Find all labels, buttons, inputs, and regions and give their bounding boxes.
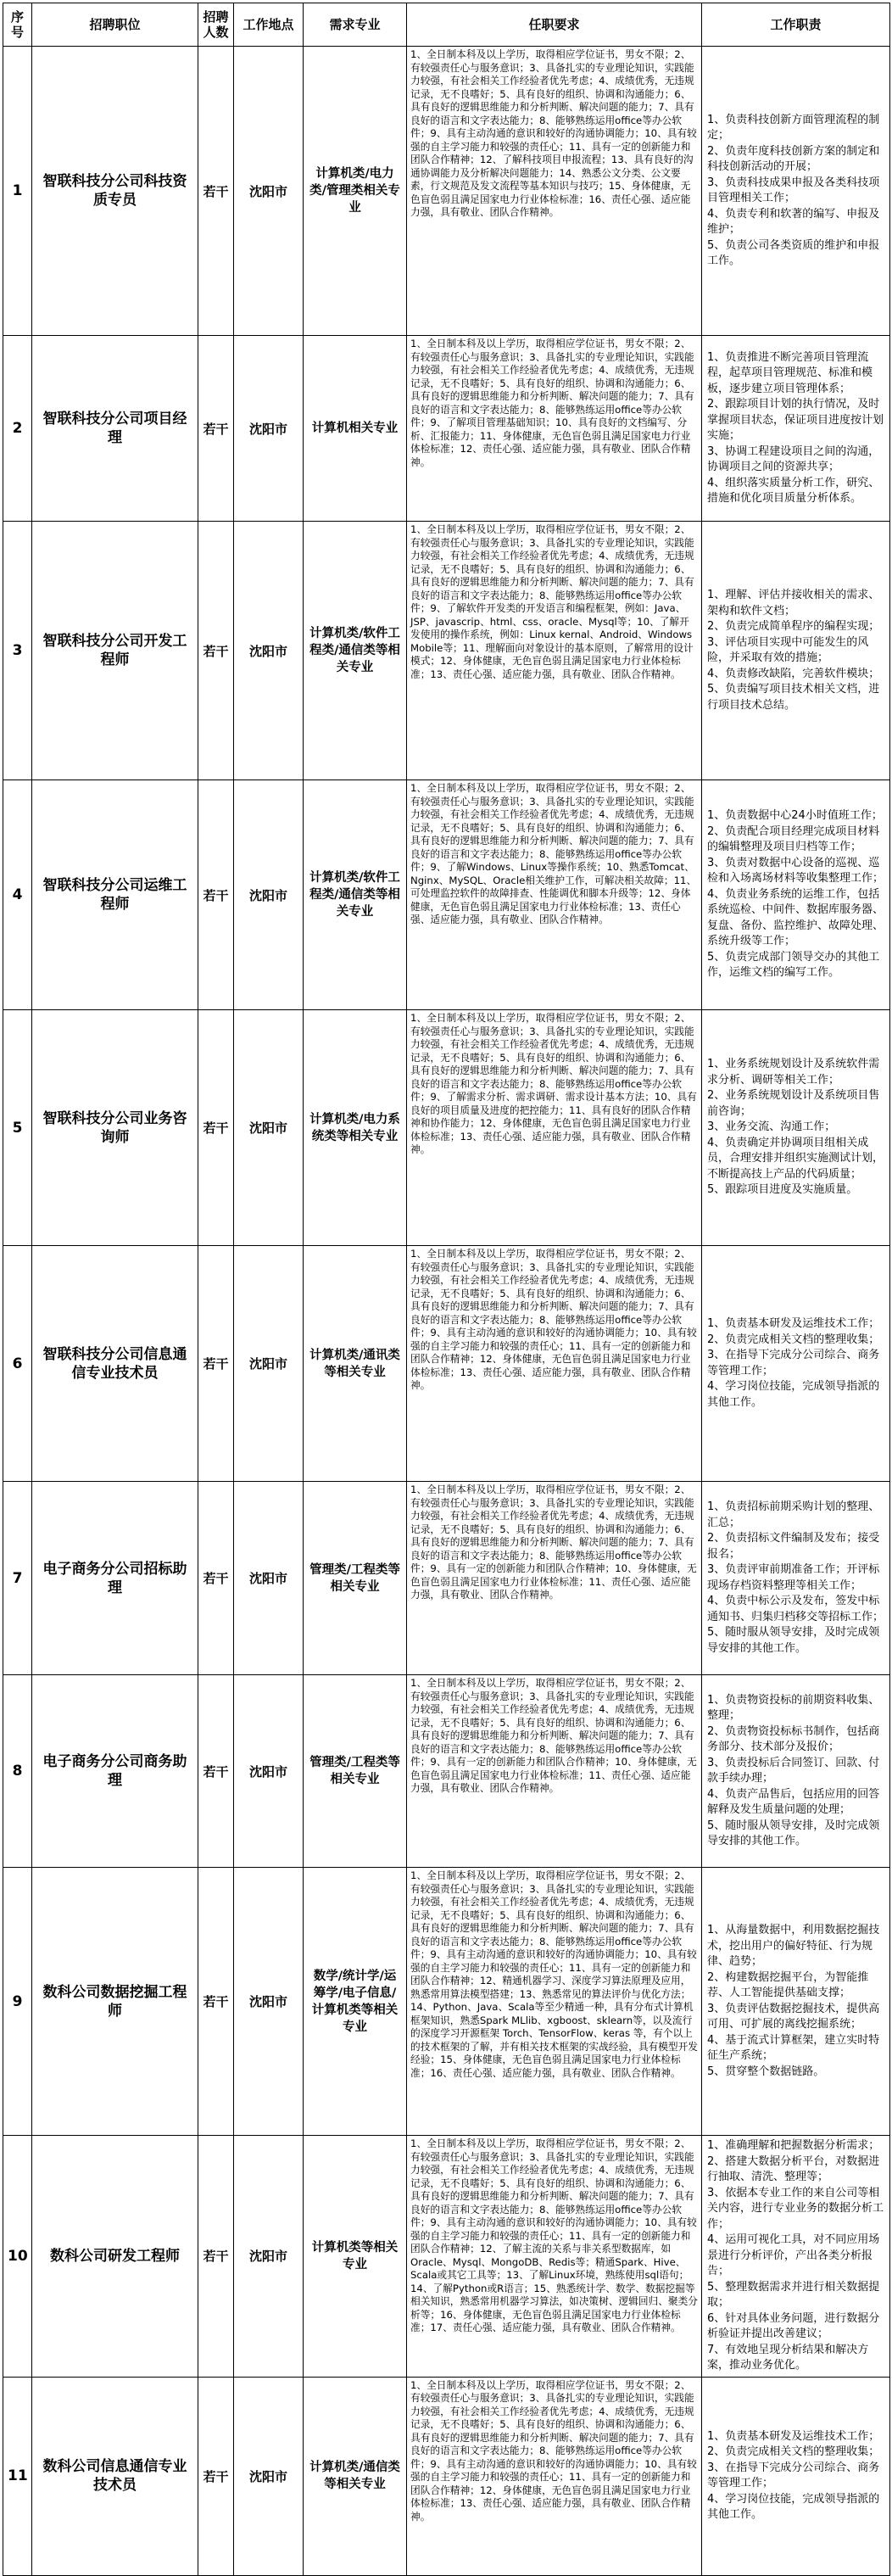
row-no: 7: [3, 1482, 32, 1675]
row-no: 3: [3, 522, 32, 780]
row-count: 若干: [198, 336, 234, 522]
duty-line: 2、负责完成简单程序的编程实现；: [707, 620, 880, 633]
row-major: 计算机类/软件工程类/通信类等相关专业: [304, 780, 407, 1010]
row-count: 若干: [198, 1868, 234, 2136]
duty-line: 4、基于流式计算框架，建立实时特征生产系统；: [707, 2033, 880, 2062]
row-duties: [702, 1675, 890, 1868]
row-requirements: 1、全日制本科及以上学历，取得相应学位证书，男女不限；2、有较强责任心与服务意识；3、具备扎实的专业理论知识，实践能力较强，有社会相关工作经验者优先考虑；4、成绩优秀，无违规记录，无不良嗜好；5、具有良好的组织、协调和沟通能力；6、具有良好的逻辑思维能力和分析判断、解决问题的能力；7、具有良好的语言和文字表达能力；8、能够熟练运用office等办公软件；9、具有主动沟通的意识和较好的沟通协调能力；10、具有较强的自主学习能力和较强的责任心；11、具有一定的创新能力和团队合作精神；12、精通机器学习、深度学习算法原理及应用，熟悉常用算法模型搭建；13、熟悉常见的算法评价与优化方法；14、Python、Java、Scala等至少精通一种，具有分布式计算机框架知识，熟悉Spark MLlib、xgboost、sklearn等，以及流行的深度学习开源框架 Torch、TensorFlow、keras 等，有个以上的技术框架的了解，并有相关技术框架的实战经验，具有模型开发经验；15、身体健康，无色盲色弱且满足国家电力行业体检标准；16、责任心强、适应能力强，具有敬业、团队合作精神。: [407, 1868, 702, 2136]
row-no: 5: [3, 1010, 32, 1246]
duty-line: 2、负责完成相关文档的整理收集；: [707, 1333, 880, 1346]
duty-line: 3、负责评审前期准备工作；开评标现场存档资料整理等相关工作；: [707, 1563, 880, 1592]
duty-line: 3、在指导下完成分公司综合、商务等管理工作；: [707, 1349, 880, 1377]
row-duties: [702, 336, 890, 522]
duty-line: 3、负责科技成果申报及各类科技项目管理相关工作；: [707, 176, 880, 204]
duty-line: 1、理解、评估并接收相关的需求、架构和软件文档；: [707, 589, 880, 617]
duty-line: 3、负责对数据中心设备的巡视、巡检和入场离场材料等收集整理工作；: [707, 856, 884, 886]
duty-line: 1、负责科技创新方面管理流程的制定；: [707, 113, 880, 142]
row-major: 计算机类/通信类等相关专业: [304, 2377, 407, 2575]
row-position: 数科公司信息通信专业技术员: [32, 2377, 198, 2575]
row-location: 沈阳市: [234, 1010, 304, 1246]
duty-line: 4、负责专利和软著的编写、申报及维护；: [707, 207, 880, 236]
duty-line: 3、依据本专业工作的来自公司等相关内容，进行专业业务的数据分析工作；: [707, 2186, 884, 2231]
row-location: 沈阳市: [234, 2136, 304, 2378]
row-count: 若干: [198, 2377, 234, 2575]
table-row: [3, 1675, 890, 1868]
table-row: [3, 47, 890, 336]
table-row: [3, 1868, 890, 2136]
row-major: 计算机类/软件工程类/通信类等相关专业: [304, 522, 407, 780]
duty-line: 2、负责招标文件编制及发布；接受报名；: [707, 1532, 880, 1561]
duty-line: 3、协调工程建设项目之间的沟通，协调项目之间的资源共享；: [707, 444, 880, 473]
row-major: 管理类/工程类等相关专业: [304, 1482, 407, 1675]
duty-line: 5、负责完成部门领导交办的其他工作，运维文档的编写工作。: [707, 950, 880, 980]
row-count: 若干: [198, 2136, 234, 2378]
row-location: 沈阳市: [234, 47, 304, 336]
row-position: 智联科技分公司信息通信专业技术员: [32, 1246, 198, 1482]
row-duties: [702, 1482, 890, 1675]
duty-line: 1、业务系统规划设计及系统软件需求分析、调研等相关工作；: [707, 1058, 880, 1087]
row-location: 沈阳市: [234, 1482, 304, 1675]
row-no: 11: [3, 2377, 32, 2575]
row-duties: [702, 2136, 890, 2378]
duty-line: 5、随时服从领导安排，及时完成领导安排的其他工作。: [707, 1626, 880, 1655]
row-position: 电子商务分公司招标助理: [32, 1482, 198, 1675]
header-requirements: 任职要求: [407, 3, 702, 47]
row-location: 沈阳市: [234, 336, 304, 522]
duty-line: 2、业务系统规划设计及系统项目售前咨询；: [707, 1089, 880, 1118]
duty-line: 4、负责修改缺陷，完善软件模块；: [707, 667, 880, 680]
duty-line: 1、负责招标前期采购计划的整理、汇总；: [707, 1500, 880, 1529]
duty-line: 2、负责完成相关文档的整理收集；: [707, 2445, 880, 2458]
duty-line: 1、负责推进不断完善项目管理流程，起草项目管理规范、标准和模板，逐步建立项目管理体系；: [707, 350, 873, 395]
row-requirements: 1、全日制本科及以上学历，取得相应学位证书，男女不限；2、有较强责任心与服务意识；3、具备扎实的专业理论知识，实践能力较强，有社会相关工作经验者优先考虑；4、成绩优秀，无违规记录，无不良嗜好；5、具有良好的组织、协调和沟通能力；6、具有良好的逻辑思维能力和分析判断、解决问题的能力；7、具有良好的语言和文字表达能力；8、能够熟练运用office等办公软件；9、了解Windows、Linux等操作系统；10、熟悉Tomcat、Nginx、MySQL、Oracle相关维护工作，可解决相关故障；11、可处理监控软件的故障排查、性能调优和脚本升级等；12、身体健康，无色盲色弱且满足国家电力行业体检标准；13、责任心强、适应能力强，具有敬业、团队合作精神。: [407, 780, 702, 1010]
duty-line: 1、准确理解和把握数据分析需求；: [707, 2139, 880, 2152]
row-position: 数科公司研发工程师: [32, 2136, 198, 2378]
duty-line: 2、构建数据挖掘平台，为智能推荐、人工智能提供基础支撑；: [707, 1970, 869, 1999]
row-requirements: 1、全日制本科及以上学历，取得相应学位证书，男女不限；2、有较强责任心与服务意识；3、具备扎实的专业理论知识，实践能力较强，有社会相关工作经验者优先考虑；4、成绩优秀，无违规记录，无不良嗜好；5、具有良好的组织、协调和沟通能力；6、具有良好的逻辑思维能力和分析判断、解决问题的能力；7、具有良好的语言和文字表达能力；8、能够熟练运用office等办公软件；9、具有主动沟通的意识和较好的沟通协调能力；10、具有较强的自主学习能力和较强的责任心；11、具有一定的创新能力和团队合作精神；12、身体健康，无色盲色弱且满足国家电力行业体检标准；13、责任心强、适应能力强，具有敬业、团队合作精神。: [407, 1246, 702, 1482]
row-requirements: 1、全日制本科及以上学历，取得相应学位证书，男女不限；2、有较强责任心与服务意识；3、具备扎实的专业理论知识，实践能力较强，有社会相关工作经验者优先考虑；4、成绩优秀，无违规记录，无不良嗜好；5、具有良好的组织、协调和沟通能力；6、具有良好的逻辑思维能力和分析判断、解决问题的能力；7、具有良好的语言和文字表达能力；8、能够熟练运用office等办公软件；9、具有一定的创新能力和团队合作精神；10、身体健康，无色盲色弱且满足国家电力行业体检标准；11、责任心强、适应能力强，具有敬业、团队合作精神。: [407, 1482, 702, 1675]
row-requirements: 1、全日制本科及以上学历，取得相应学位证书，男女不限；2、有较强责任心与服务意识；3、具备扎实的专业理论知识，实践能力较强，有社会相关工作经验者优先考虑；4、成绩优秀，无违规记录，无不良嗜好；5、具有良好的组织、协调和沟通能力；6、具有良好的逻辑思维能力和分析判断、解决问题的能力；7、具有良好的语言和文字表达能力；8、能够熟练运用office等办公软件；9、了解项目管理基础知识；10、具有良好的文档编写、分析、汇报能力；11、身体健康，无色盲色弱且满足国家电力行业体检标准；12、责任心强、适应能力强，具有敬业、团队合作精神。: [407, 336, 702, 522]
row-location: 沈阳市: [234, 2377, 304, 2575]
duty-line: 4、学习岗位技能，完成领导指派的其他工作。: [707, 1380, 880, 1409]
row-position: 智联科技分公司业务咨询师: [32, 1010, 198, 1246]
row-no: 6: [3, 1246, 32, 1482]
row-requirements: 1、全日制本科及以上学历，取得相应学位证书，男女不限；2、有较强责任心与服务意识；3、具备扎实的专业理论知识，实践能力较强，有社会相关工作经验者优先考虑；4、成绩优秀，无违规记录，无不良嗜好；5、具有良好的组织、协调和沟通能力；6、具有良好的逻辑思维能力和分析判断、解决问题的能力；7、具有良好的语言和文字表达能力；8、能够熟练运用office等办公软件；9、了解需求分析、需求调研、需求设计基本方法；10、具有良好的项目质量及进度的把控能力；11、具有良好的团队合作精神和协作能力；12、身体健康，无色盲色弱且满足国家电力行业体检标准；13、责任心强、适应能力强，具有敬业、团队合作精神。: [407, 1010, 702, 1246]
row-major: 计算机类/电力类/管理类相关专业: [304, 47, 407, 336]
duty-line: 2、负责物资投标标书制作，包括商务部分、技术部分及报价；: [707, 1724, 880, 1753]
row-no: 10: [3, 2136, 32, 2378]
table-row: [3, 2377, 890, 2575]
duty-line: 7、有效地呈现分析结果和解决方案，推动业务优化。: [707, 2343, 869, 2372]
table-row: [3, 1246, 890, 1482]
row-duties: [702, 1246, 890, 1482]
table-row: [3, 522, 890, 780]
duty-line: 4、负责中标公示及发布，签发中标通知书、归集归档移交等招标工作；: [707, 1595, 884, 1623]
row-count: 若干: [198, 1482, 234, 1675]
row-count: 若干: [198, 1246, 234, 1482]
row-position: 电子商务分公司商务助理: [32, 1675, 198, 1868]
duty-line: 5、跟踪项目进度及实施质量。: [707, 1183, 858, 1197]
duty-line: 3、业务交流、沟通工作；: [707, 1120, 836, 1134]
row-requirements: 1、全日制本科及以上学历，取得相应学位证书，男女不限；2、有较强责任心与服务意识；3、具备扎实的专业理论知识，实践能力较强，有社会相关工作经验者优先考虑；4、成绩优秀，无违规记录，无不良嗜好；5、具有良好的组织、协调和沟通能力；6、具有良好的逻辑思维能力和分析判断、解决问题的能力；7、具有良好的语言和文字表达能力；8、能够熟练运用office等办公软件；9、具有主动沟通的意识和较好的沟通协调能力；10、具有较强的自主学习能力和较强的责任心；11、具有一定的创新能力和团队合作精神；12、身体健康，无色盲色弱且满足国家电力行业体检标准；13、责任心强、适应能力强，具有敬业、团队合作精神。: [407, 2377, 702, 2575]
duty-line: 4、运用可视化工具，对不同应用场景进行分析评价，产出各类分析报告；: [707, 2233, 880, 2277]
row-major: 计算机类等相关专业: [304, 2136, 407, 2378]
duty-line: 5、贯穿整个数据链路。: [707, 2065, 825, 2078]
table-row: [3, 336, 890, 522]
duty-line: 3、在指导下完成分公司综合、商务等管理工作；: [707, 2461, 880, 2489]
duty-line: 1、负责基本研发及运维技术工作；: [707, 1317, 880, 1330]
row-count: 若干: [198, 522, 234, 780]
row-duties: [702, 780, 890, 1010]
header-count: 招聘人数: [198, 3, 234, 47]
duty-line: 4、负责产品售后，包括应用的回答解释及发生质量问题的处理；: [707, 1787, 880, 1816]
table-header-row: [3, 3, 890, 47]
row-location: 沈阳市: [234, 1868, 304, 2136]
row-major: 计算机类/电力系统类等相关专业: [304, 1010, 407, 1246]
duty-line: 4、学习岗位技能，完成领导指派的其他工作。: [707, 2492, 880, 2521]
row-requirements: 1、全日制本科及以上学历，取得相应学位证书，男女不限；2、有较强责任心与服务意识；3、具备扎实的专业理论知识，实践能力较强，有社会相关工作经验者优先考虑；4、成绩优秀，无违规记录，无不良嗜好；5、具有良好的组织、协调和沟通能力；6、具有良好的逻辑思维能力和分析判断、解决问题的能力；7、具有良好的语言和文字表达能力；8、能够熟练运用office等办公软件；9、具有主动沟通的意识和较好的沟通协调能力；10、具有较强的自主学习能力和较强的责任心；11、具有一定的创新能力和团队合作精神；12、了解主流的关系与非关系型数据库，如Oracle、Mysql、MongoDB、Redis等；精通Spark、Hive、Scala或其它工具等；13、了解Linux环境，熟练使用sql语句；14、了解Python或R语言；15、熟悉统计学、数学、数据挖掘等相关知识，熟悉常用机器学习算法，如决策树、逻辑回归、聚类分析等；16、身体健康，无色盲色弱且满足国家电力行业体检标准；17、责任心强、适应能力强，具有敬业、团队合作精神。: [407, 2136, 702, 2378]
row-major: 管理类/工程类等相关专业: [304, 1675, 407, 1868]
table-row: [3, 780, 890, 1010]
duty-line: 5、负责编写项目技术相关文档，进行项目技术总结。: [707, 683, 880, 712]
row-count: 若干: [198, 780, 234, 1010]
row-no: 2: [3, 336, 32, 522]
row-location: 沈阳市: [234, 780, 304, 1010]
header-major: 需求专业: [304, 3, 407, 47]
row-position: 智联科技分公司项目经理: [32, 336, 198, 522]
row-location: 沈阳市: [234, 1675, 304, 1868]
row-duties: [702, 2377, 890, 2575]
row-no: 8: [3, 1675, 32, 1868]
row-duties: [702, 522, 890, 780]
row-location: 沈阳市: [234, 522, 304, 780]
header-location: 工作地点: [234, 3, 304, 47]
duty-line: 2、跟踪项目计划的执行情况，及时掌握项目状态，保证项目进度按计划实施；: [707, 398, 884, 442]
row-requirements: 1、全日制本科及以上学历，取得相应学位证书，男女不限；2、有较强责任心与服务意识；3、具备扎实的专业理论知识，实践能力较强，有社会相关工作经验者优先考虑；4、成绩优秀，无违规记录，无不良嗜好；5、具有良好的组织、协调和沟通能力；6、具有良好的逻辑思维能力和分析判断、解决问题的能力；7、具有良好的语言和文字表达能力；8、能够熟练运用office等办公软件；9、具有一定的创新能力和团队合作精神；10、身体健康，无色盲色弱且满足国家电力行业体检标准；11、责任心强、适应能力强，具有敬业、团队合作精神。: [407, 1675, 702, 1868]
table-row: [3, 1010, 890, 1246]
duty-line: 2、搭建大数据分析平台，对数据进行抽取、清洗、整理等；: [707, 2154, 880, 2183]
header-no: 序号: [3, 3, 32, 47]
row-duties: [702, 1010, 890, 1246]
duty-line: 4、负责业务系统的运维工作，包括系统巡检、中间件、数据库服务器、复盘、备份、监控维护、故障处理、系统升级等工作；: [707, 887, 884, 948]
row-no: 4: [3, 780, 32, 1010]
duty-line: 1、从海量数据中，利用数据挖掘技术，挖出用户的偏好特征、行为规律、趋势；: [707, 1924, 880, 1968]
row-major: 数学/统计学/运筹学/电子信息/计算机类等相关专业: [304, 1868, 407, 2136]
row-no: 9: [3, 1868, 32, 2136]
table-row: [3, 2136, 890, 2378]
duty-line: 6、针对具体业务问题，进行数据分析验证并提出改善建议；: [707, 2311, 880, 2340]
duty-line: 1、负责数据中心24小时值班工作；: [707, 809, 883, 823]
row-position: 智联科技分公司科技资质专员: [32, 47, 198, 336]
row-duties: [702, 1868, 890, 2136]
duty-line: 5、整理数据需求并进行相关数据提取；: [707, 2280, 880, 2309]
duty-line: 2、负责配合项目经理完成项目材料的编辑整理及项目归档等工作；: [707, 824, 880, 854]
duty-line: 4、组织落实质量分析工作，研究、措施和优化项目质量分析体系。: [707, 476, 880, 505]
row-no: 1: [3, 47, 32, 336]
duty-line: 2、负责年度科技创新方案的制定和科技创新活动的开展；: [707, 144, 880, 173]
row-position: 智联科技分公司运维工程师: [32, 780, 198, 1010]
header-position: 招聘职位: [32, 3, 198, 47]
row-count: 若干: [198, 1010, 234, 1246]
row-major: 计算机类/通讯类等相关专业: [304, 1246, 407, 1482]
duty-line: 3、评估项目实现中可能发生的风险，并采取有效的措施；: [707, 635, 869, 664]
row-duties: [702, 47, 890, 336]
row-position: 数科公司数据挖掘工程师: [32, 1868, 198, 2136]
duty-line: 3、负责评估数据挖掘技术，提供高可用、可扩展的离线挖掘系统；: [707, 2002, 880, 2031]
row-requirements: 1、全日制本科及以上学历，取得相应学位证书，男女不限；2、有较强责任心与服务意识；3、具备扎实的专业理论知识，实践能力较强，有社会相关工作经验者优先考虑；4、成绩优秀，无违规记录，无不良嗜好；5、具有良好的组织、协调和沟通能力；6、具有良好的逻辑思维能力和分析判断、解决问题的能力；7、具有良好的语言和文字表达能力；8、能够熟练运用office等办公软件；9、具有主动沟通的意识和较好的沟通协调能力；10、具有较强的自主学习能力和较强的责任心；11、具有一定的创新能力和团队合作精神；12、了解科技项目申报流程；13、具有良好的沟通协调能力及分析解决问题能力；14、熟悉公文分类、公文要素，行文规范及发文流程等基本知识与技巧；15、身体健康，无色盲色弱且满足国家电力行业体检标准；16、责任心强、适应能力强，具有敬业、团队合作精神。: [407, 47, 702, 336]
row-requirements: 1、全日制本科及以上学历，取得相应学位证书，男女不限；2、有较强责任心与服务意识；3、具备扎实的专业理论知识，实践能力较强，有社会相关工作经验者优先考虑；4、成绩优秀，无违规记录，无不良嗜好；5、具有良好的组织、协调和沟通能力；6、具有良好的逻辑思维能力和分析判断、解决问题的能力；7、具有良好的语言和文字表达能力；8、能够熟练运用office等办公软件；9、了解软件开发类的开发语言和编程框架，例如：Java、JSP、javascrip、html、css、oracle、Mysql等；10、了解开发使用的操作系统，例如：Linux kernal、Android、Windows Mobile等；11、理解面向对象设计的基本原则，了解常用的设计模式；12、身体健康，无色盲色弱且满足国家电力行业体检标准；13、责任心强、适应能力强，具有敬业、团队合作精神。: [407, 522, 702, 780]
header-duties: 工作职责: [702, 3, 890, 47]
duty-line: 5、负责公司各类资质的维护和申报工作。: [707, 238, 880, 267]
duty-line: 1、负责基本研发及运维技术工作；: [707, 2429, 880, 2443]
row-position: 智联科技分公司开发工程师: [32, 522, 198, 780]
row-location: 沈阳市: [234, 1246, 304, 1482]
duty-line: 5、随时服从领导安排，及时完成领导安排的其他工作。: [707, 1819, 880, 1847]
recruitment-table: [3, 3, 890, 2576]
row-count: 若干: [198, 1675, 234, 1868]
row-major: 计算机相关专业: [304, 336, 407, 522]
duty-line: 1、负责物资投标的前期资料收集、整理；: [707, 1693, 880, 1722]
table-row: [3, 1482, 890, 1675]
duty-line: 3、负责投标后合同签订、回款、付款手续办理；: [707, 1756, 880, 1785]
duty-line: 4、负责确定并协调项目组相关成员，合理安排并组织实施测试计划，不断提高技上产品的代码质量；: [707, 1136, 884, 1181]
row-count: 若干: [198, 47, 234, 336]
